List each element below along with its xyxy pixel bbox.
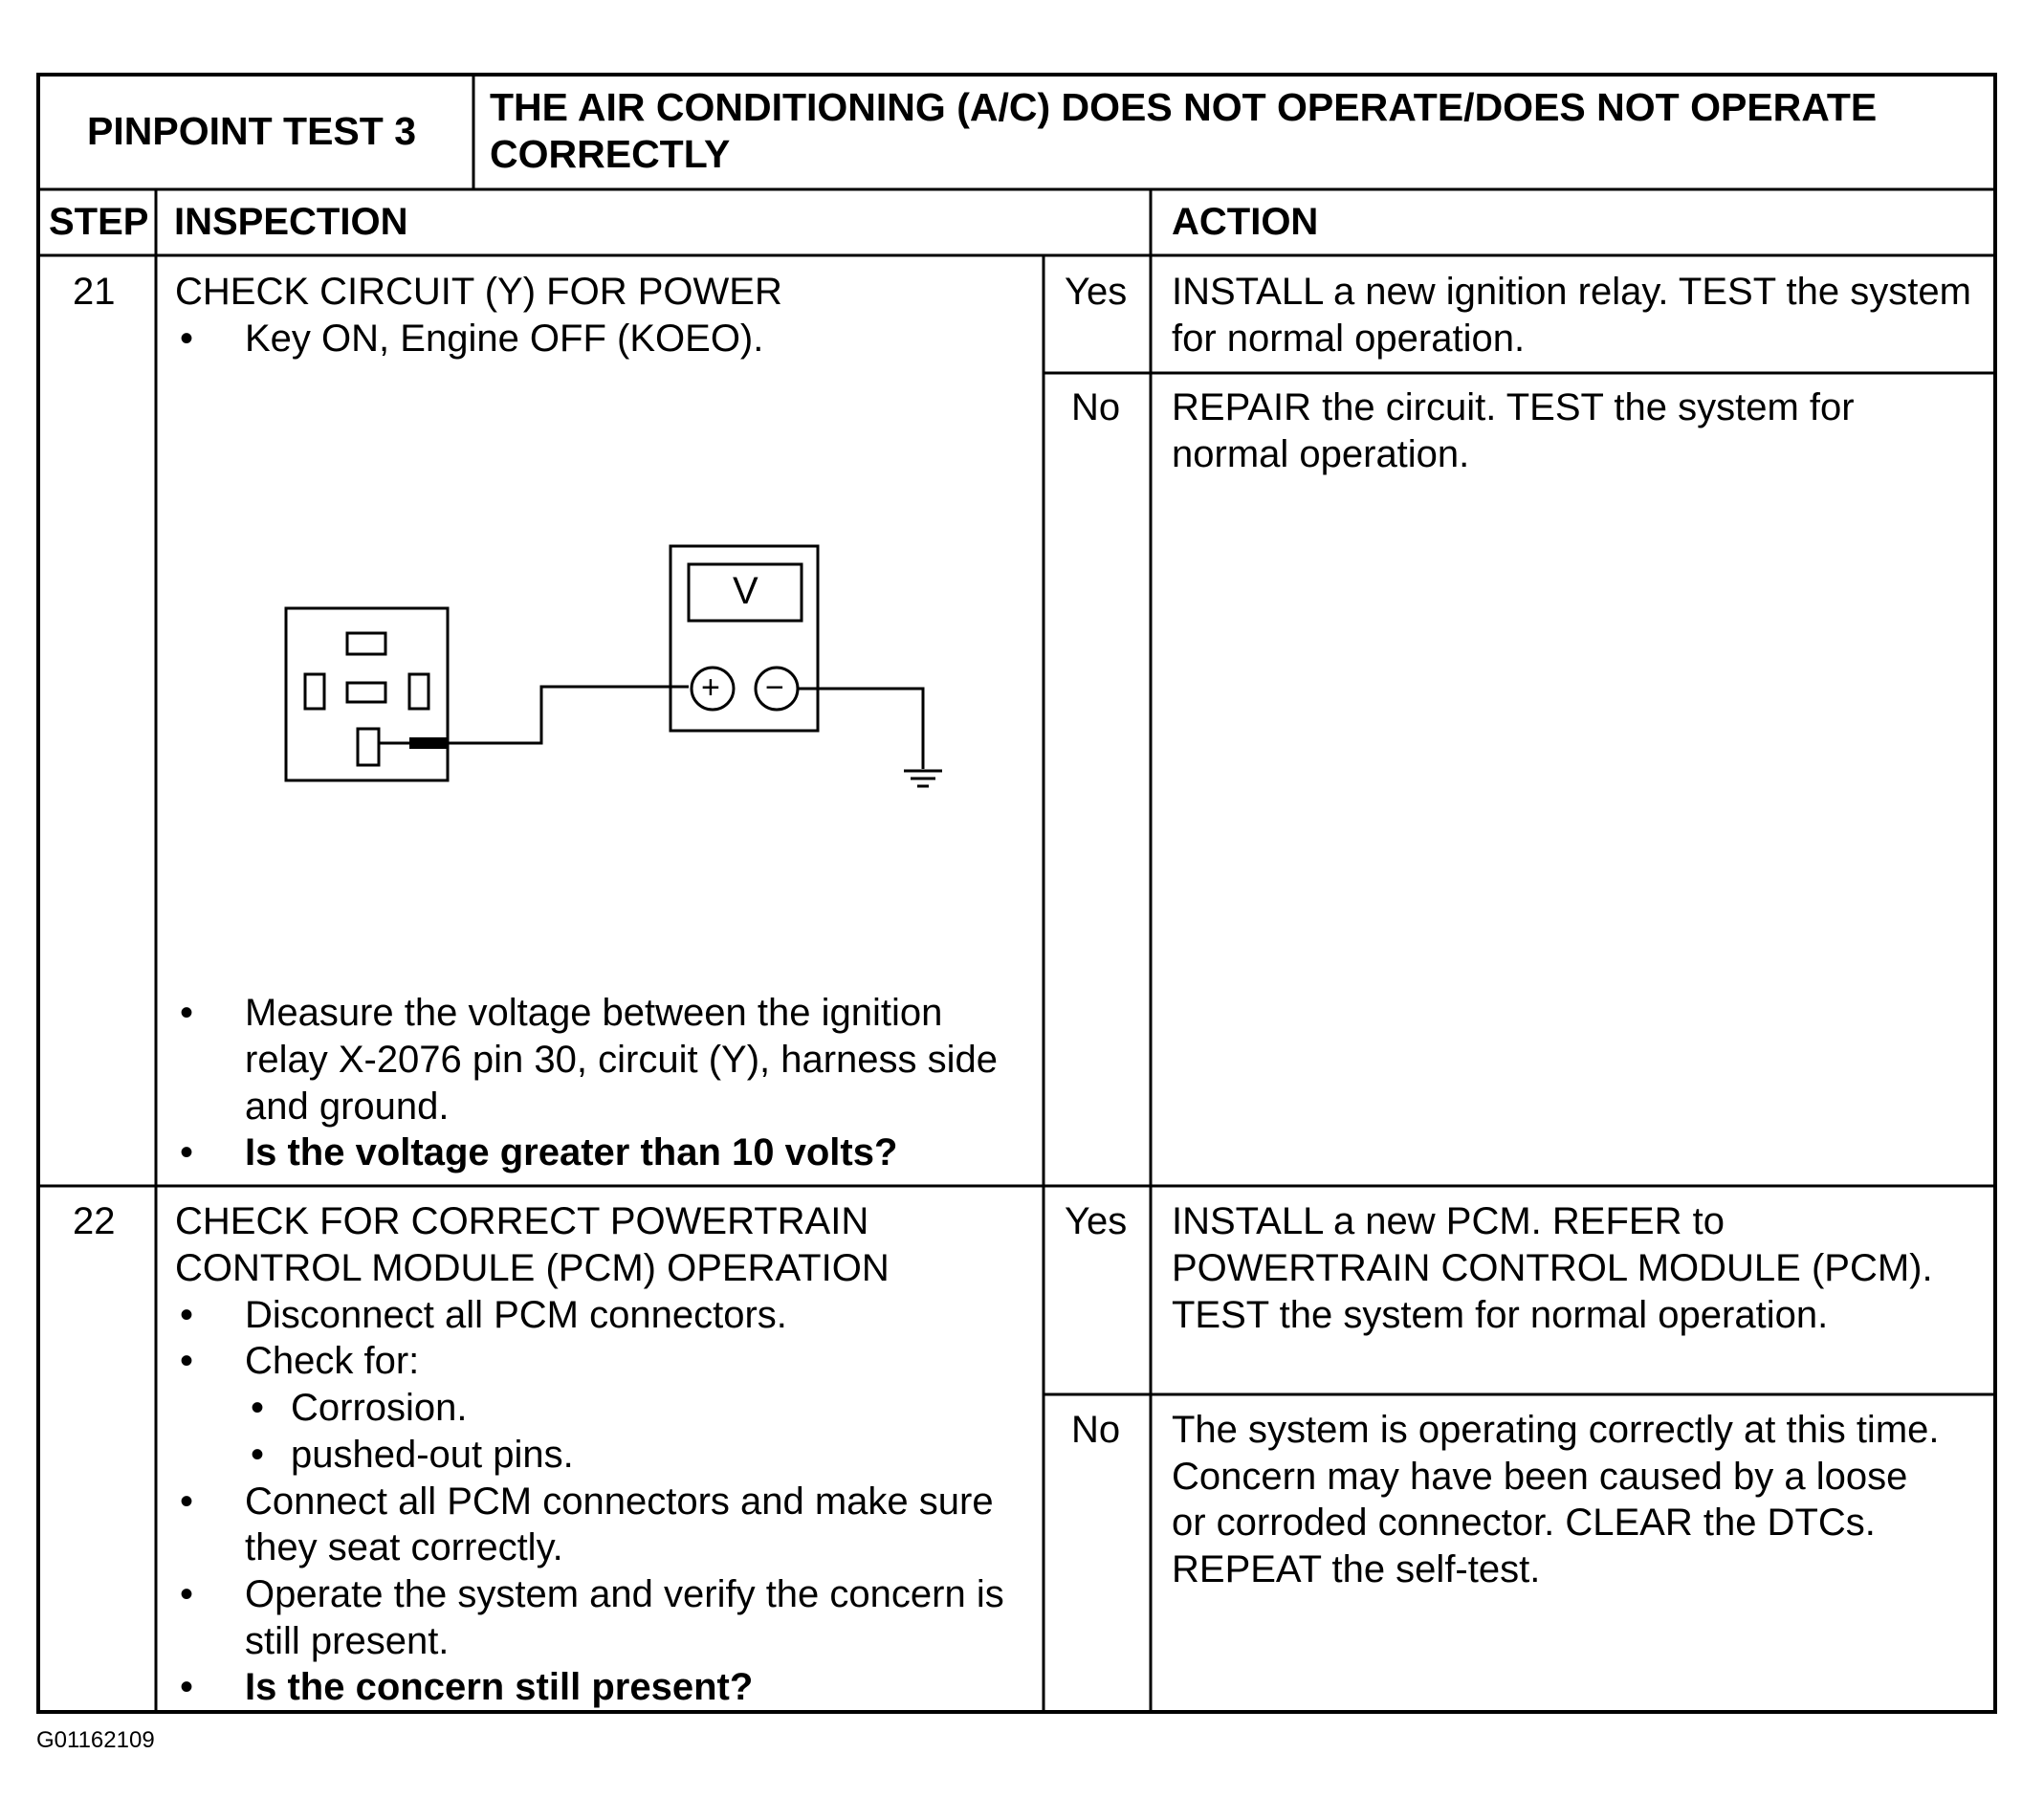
step-21-bullet-koeo: Key ON, Engine OFF (KOEO).: [245, 318, 764, 360]
step-22-no-label: No: [1071, 1409, 1121, 1451]
step-22-no-action-line-1: The system is operating correctly at this time.: [1172, 1409, 1940, 1451]
step-21-measure-line-3: and ground.: [245, 1085, 450, 1128]
step-22-sub-bullet-corrosion: Corrosion.: [291, 1387, 468, 1429]
step-21-no-label: No: [1071, 386, 1121, 428]
step-21-measure-line-2: relay X-2076 pin 30, circuit (Y), harness side: [245, 1039, 999, 1081]
step-21-measure-line-1: Measure the voltage between the ignition: [245, 992, 943, 1034]
step-22-no-action-line-3: or corroded connector. CLEAR the DTCs.: [1172, 1502, 1876, 1544]
step-22-sub-bullet-pins: pushed-out pins.: [291, 1434, 574, 1476]
bullet-icon: •: [180, 1131, 194, 1173]
step-21-title: CHECK CIRCUIT (Y) FOR POWER: [175, 271, 782, 313]
step-21-yes-action-line-2: for normal operation.: [1172, 318, 1526, 360]
bullet-icon: •: [180, 1573, 194, 1615]
step-22-operate-line-1: Operate the system and verify the concern is: [245, 1573, 1004, 1615]
step-22-connect-line-2: they seat correctly.: [245, 1526, 563, 1568]
test-title-line-2: CORRECTLY: [490, 132, 731, 176]
step-22-operate-line-2: still present.: [245, 1620, 450, 1662]
figure-code: G01162109: [36, 1727, 155, 1753]
bullet-icon: •: [180, 318, 194, 360]
minus-icon: −: [765, 669, 784, 706]
column-header-inspection: INSPECTION: [174, 201, 408, 243]
step-21-yes-action-line-1: INSTALL a new ignition relay. TEST the system: [1172, 271, 1971, 313]
step-22-yes-label: Yes: [1065, 1200, 1128, 1242]
bullet-icon: •: [180, 1340, 194, 1382]
plus-icon: +: [701, 669, 720, 706]
step-21-no-action-line-1: REPAIR the circuit. TEST the system for: [1172, 386, 1855, 428]
step-22-yes-action-line-3: TEST the system for normal operation.: [1172, 1294, 1829, 1336]
step-22-title-line-2: CONTROL MODULE (PCM) OPERATION: [175, 1247, 890, 1289]
step-22-yes-action-line-2: POWERTRAIN CONTROL MODULE (PCM).: [1172, 1247, 1933, 1289]
step-22-bullet-disconnect: Disconnect all PCM connectors.: [245, 1294, 787, 1336]
step-22-title-line-1: CHECK FOR CORRECT POWERTRAIN: [175, 1200, 869, 1242]
step-22-question: Is the concern still present?: [245, 1666, 754, 1708]
step-22-no-action-line-4: REPEAT the self-test.: [1172, 1548, 1541, 1590]
step-22-yes-action-line-1: INSTALL a new PCM. REFER to: [1172, 1200, 1725, 1242]
voltmeter-label: V: [733, 570, 758, 612]
step-22-number: 22: [73, 1200, 116, 1242]
bullet-icon: •: [251, 1434, 265, 1476]
column-header-action: ACTION: [1172, 201, 1319, 243]
bullet-icon: •: [180, 1294, 194, 1336]
step-21-number: 21: [73, 271, 116, 313]
step-22-bullet-check: Check for:: [245, 1340, 420, 1382]
column-header-step: STEP: [49, 201, 149, 243]
bullet-icon: •: [180, 1666, 194, 1708]
bullet-icon: •: [180, 1480, 194, 1523]
bullet-icon: •: [180, 992, 194, 1034]
test-title-line-1: THE AIR CONDITIONING (A/C) DOES NOT OPERATE/DOES NOT OPERATE: [490, 85, 1878, 129]
step-21-question: Is the voltage greater than 10 volts?: [245, 1131, 898, 1173]
step-22-connect-line-1: Connect all PCM connectors and make sure: [245, 1480, 994, 1523]
bullet-icon: •: [251, 1387, 265, 1429]
step-22-no-action-line-2: Concern may have been caused by a loose: [1172, 1456, 1908, 1498]
step-21-no-action-line-2: normal operation.: [1172, 433, 1470, 475]
step-21-yes-label: Yes: [1065, 271, 1128, 313]
pinpoint-test-label: PINPOINT TEST 3: [87, 109, 416, 153]
